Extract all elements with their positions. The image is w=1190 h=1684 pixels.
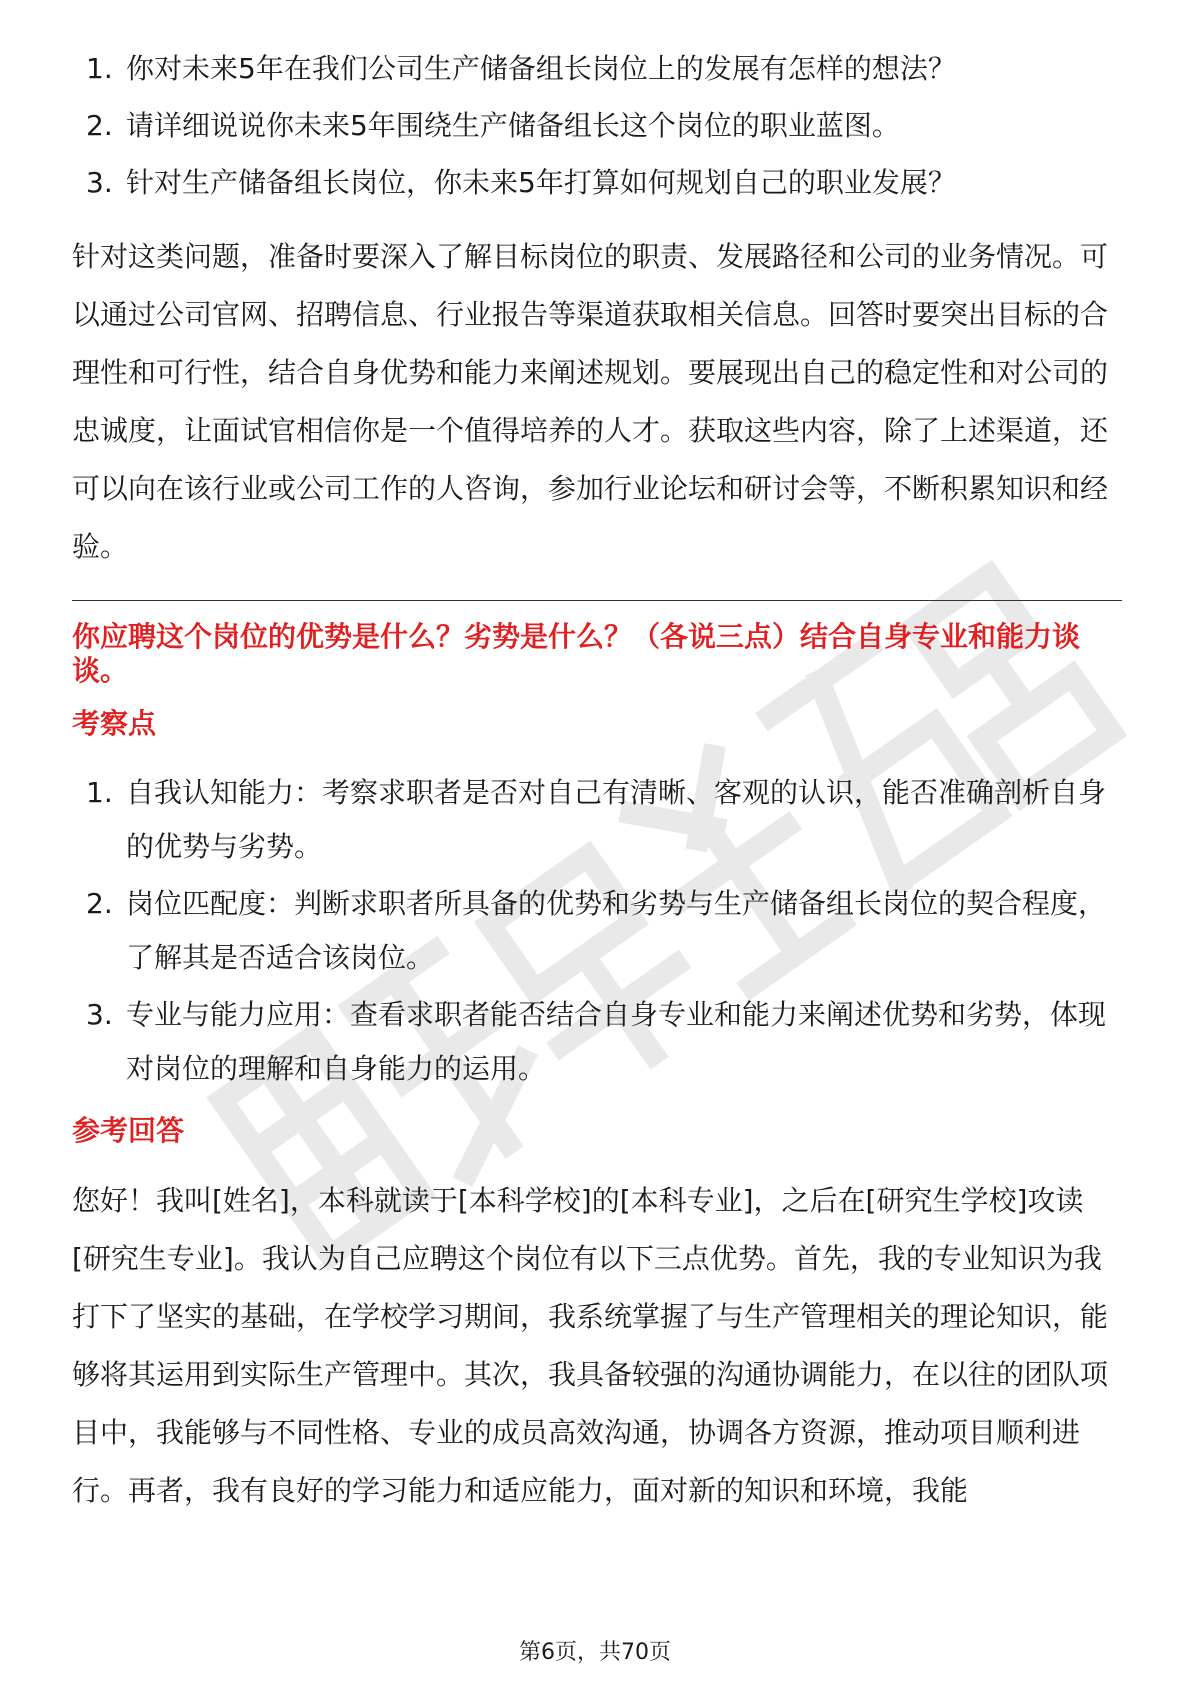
list-number: 1. (86, 52, 113, 85)
intro-paragraph: 针对这类问题，准备时要深入了解目标岗位的职责、发展路径和公司的业务情况。可以通过公司官网、招聘信息、行业报告等渠道获取相关信息。回答时要突出目标的合理性和可行性，结合自身优势和能力来阐述规划。要展现出自己的稳定性和对公司的忠诚度，让面试官相信你是一个值得培养的人才。获取这些内容，除了上述渠道，还可以向在该行业或公司工作的人咨询，参加行业论坛和研讨会等，不断积累知识和经验。 (72, 240, 1109, 563)
list-item (72, 877, 1122, 985)
top-question-list (72, 42, 1122, 213)
list-number: 2. (86, 109, 113, 142)
list-item (72, 156, 1122, 210)
focus-label: 考察点 (72, 707, 157, 740)
answer-label: 参考回答 (72, 1114, 185, 1147)
list-item (72, 988, 1122, 1096)
section-divider (72, 600, 1122, 601)
answer-paragraph: 您好！我叫[姓名]，本科就读于[本科学校]的[本科专业]，之后在[研究生学校]攻读[研究生专业]。我认为自己应聘这个岗位有以下三点优势。首先，我的专业知识为我打下了坚实的基础，在学校学习期间，我系统掌握了与生产管理相关的理论知识，能够将其运用到实际生产管理中。其次，我具备较强的沟通协调能力，在以往的团队项目中，我能够与不同性格、专业的成员高效沟通，协调各方资源，推动项目顺利进行。再者，我有良好的学习能力和适应能力，面对新的知识和环境，我能 (72, 1184, 1109, 1507)
list-number: 2. (86, 887, 113, 920)
list-text: 岗位匹配度：判断求职者所具备的优势和劣势与生产储备组长岗位的契合程度，了解其是否适合该岗位。 (126, 887, 1107, 974)
focus-points-list (72, 766, 1122, 1099)
list-item (72, 766, 1122, 874)
list-number: 3. (86, 998, 113, 1031)
list-text: 针对生产储备组长岗位，你未来5年打算如何规划自己的职业发展？ (126, 166, 956, 199)
list-text: 自我认知能力：考察求职者是否对自己有清晰、客观的认识，能否准确剖析自身的优势与劣势。 (126, 776, 1107, 863)
list-text: 你对未来5年在我们公司生产储备组长岗位上的发展有怎样的想法？ (126, 52, 956, 85)
list-number: 3. (86, 166, 113, 199)
question-title: 你应聘这个岗位的优势是什么？劣势是什么？（各说三点）结合自身专业和能力谈谈。 (72, 620, 1081, 687)
list-item (72, 99, 1122, 153)
list-number: 1. (86, 776, 113, 809)
list-text: 专业与能力应用：查看求职者能否结合自身专业和能力来阐述优势和劣势，体现对岗位的理解和自身能力的运用。 (126, 998, 1107, 1085)
list-item (72, 42, 1122, 96)
page-footer: 第6页，共70页 (519, 1640, 671, 1665)
list-text: 请详细说说你未来5年围绕生产储备组长这个岗位的职业蓝图。 (126, 109, 900, 142)
